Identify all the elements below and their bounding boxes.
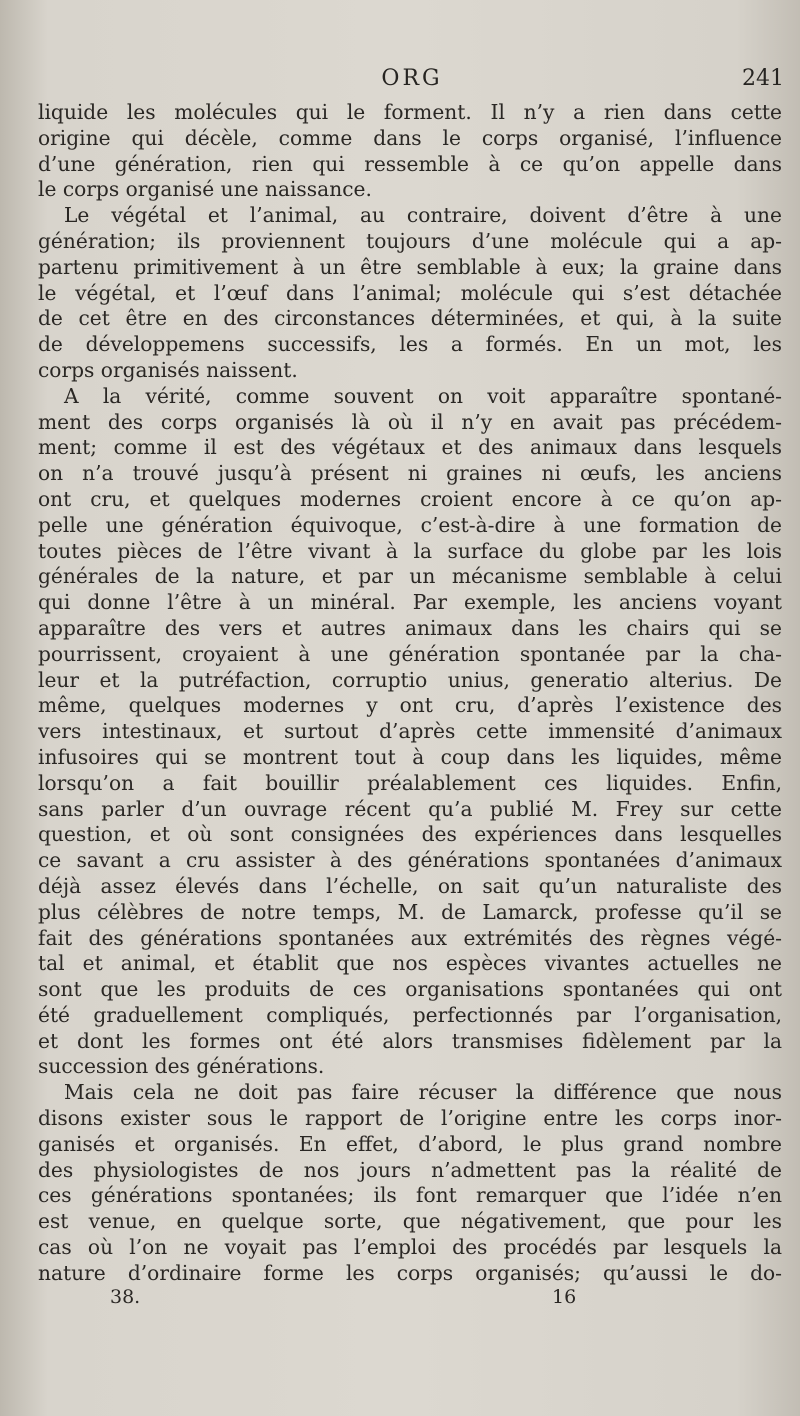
text-line: des physiologistes de nos jours n’admettent pas la réalité de <box>38 1157 782 1182</box>
gathering-number: 16 <box>552 1286 577 1308</box>
text-line: de cet être en des circonstances déterminées, et qui, à la suite <box>38 306 782 331</box>
text-line: fait des générations spontanées aux extrémités des règnes végé- <box>38 925 782 950</box>
text-line: vers intestinaux, et surtout d’après cette immensité d’animaux <box>38 719 782 744</box>
text-line: leur et la putréfaction, corruptio unius, generatio alterius. De <box>38 667 782 692</box>
text-line: ont cru, et quelques modernes croient encore à ce qu’on ap- <box>38 486 782 511</box>
text-line: cas où l’on ne voyait pas l’emploi des procédés par lesquels la <box>38 1235 782 1260</box>
text-line: pelle une génération équivoque, c’est-à-dire à une formation de <box>38 512 782 537</box>
text-line: lorsqu’on a fait bouillir préalablement ces liquides. Enfin, <box>38 770 782 795</box>
text-line: ment des corps organisés là où il n’y en avait pas précédem- <box>38 409 782 434</box>
text-line: ces générations spontanées; ils font remarquer que l’idée n’en <box>38 1183 782 1208</box>
text-line: Mais cela ne doit pas faire récuser la différence que nous <box>64 1080 782 1105</box>
text-line: apparaître des vers et autres animaux dans les chairs qui se <box>38 615 782 640</box>
text-line: on n’a trouvé jusqu’à présent ni graines ni œufs, les anciens <box>38 461 782 486</box>
text-line: corps organisés naissent. <box>38 357 298 382</box>
text-line: génération; ils proviennent toujours d’une molécule qui a ap- <box>38 228 782 253</box>
text-line: tal et animal, et établit que nos espèces vivantes actuelles ne <box>38 951 782 976</box>
text-line: infusoires qui se montrent tout à coup dans les liquides, même <box>38 744 782 769</box>
running-title: ORG <box>381 66 443 91</box>
text-line: pourrissent, croyaient à une génération spontanée par la cha- <box>38 641 782 666</box>
text-line: le corps organisé une naissance. <box>38 177 372 202</box>
text-line: générales de la nature, et par un mécanisme semblable à celui <box>38 564 782 589</box>
text-line: sont que les produits de ces organisations spontanées qui ont <box>38 977 782 1002</box>
text-line: sans parler d’un ouvrage récent qu’a publié M. Frey sur cette <box>38 796 782 821</box>
text-line: qui donne l’être à un minéral. Par exemple, les anciens voyant <box>38 590 782 615</box>
text-line: origine qui décèle, comme dans le corps organisé, l’influence <box>38 125 782 150</box>
text-line: été graduellement compliqués, perfectionnés par l’organisation, <box>38 1002 782 1027</box>
text-line: ment; comme il est des végétaux et des animaux dans lesquels <box>38 435 782 460</box>
body-text <box>38 100 782 1287</box>
text-line: partenu primitivement à un être semblable à eux; la graine dans <box>38 254 782 279</box>
page-number: 241 <box>742 66 784 91</box>
text-line: de développemens successifs, les a formés. En un mot, les <box>38 332 782 357</box>
text-line: liquide les molécules qui le forment. Il n’y a rien dans cette <box>38 100 782 124</box>
text-line: disons exister sous le rapport de l’origine entre les corps inor- <box>38 1106 782 1131</box>
text-line: est venue, en quelque sorte, que négativement, que pour les <box>38 1209 782 1234</box>
text-line: le végétal, et l’œuf dans l’animal; molécule qui s’est détachée <box>38 280 782 305</box>
text-line: ce savant a cru assister à des générations spontanées d’animaux <box>38 848 782 873</box>
text-line: toutes pièces de l’être vivant à la surface du globe par les lois <box>38 538 782 563</box>
text-line: et dont les formes ont été alors transmises fidèlement par la <box>38 1028 782 1053</box>
text-line: A la vérité, comme souvent on voit apparaître spontané- <box>64 383 782 408</box>
signature-mark: 38. <box>110 1286 141 1308</box>
text-line: nature d’ordinaire forme les corps organisés; qu’aussi le do- <box>38 1260 782 1285</box>
text-line: ganisés et organisés. En effet, d’abord, le plus grand nombre <box>38 1131 782 1156</box>
text-line: plus célèbres de notre temps, M. de Lamarck, professe qu’il se <box>38 899 782 924</box>
text-line: même, quelques modernes y ont cru, d’après l’existence des <box>38 693 782 718</box>
text-line: succession des générations. <box>38 1054 325 1079</box>
page-footer <box>40 1286 784 1316</box>
text-line: déjà assez élevés dans l’échelle, on sait qu’un naturaliste des <box>38 873 782 898</box>
text-line: question, et où sont consignées des expériences dans lesquelles <box>38 822 782 847</box>
text-line: d’une génération, rien qui ressemble à ce qu’on appelle dans <box>38 151 782 176</box>
text-line: Le végétal et l’animal, au contraire, doivent d’être à une <box>64 203 782 228</box>
running-head <box>40 66 784 96</box>
